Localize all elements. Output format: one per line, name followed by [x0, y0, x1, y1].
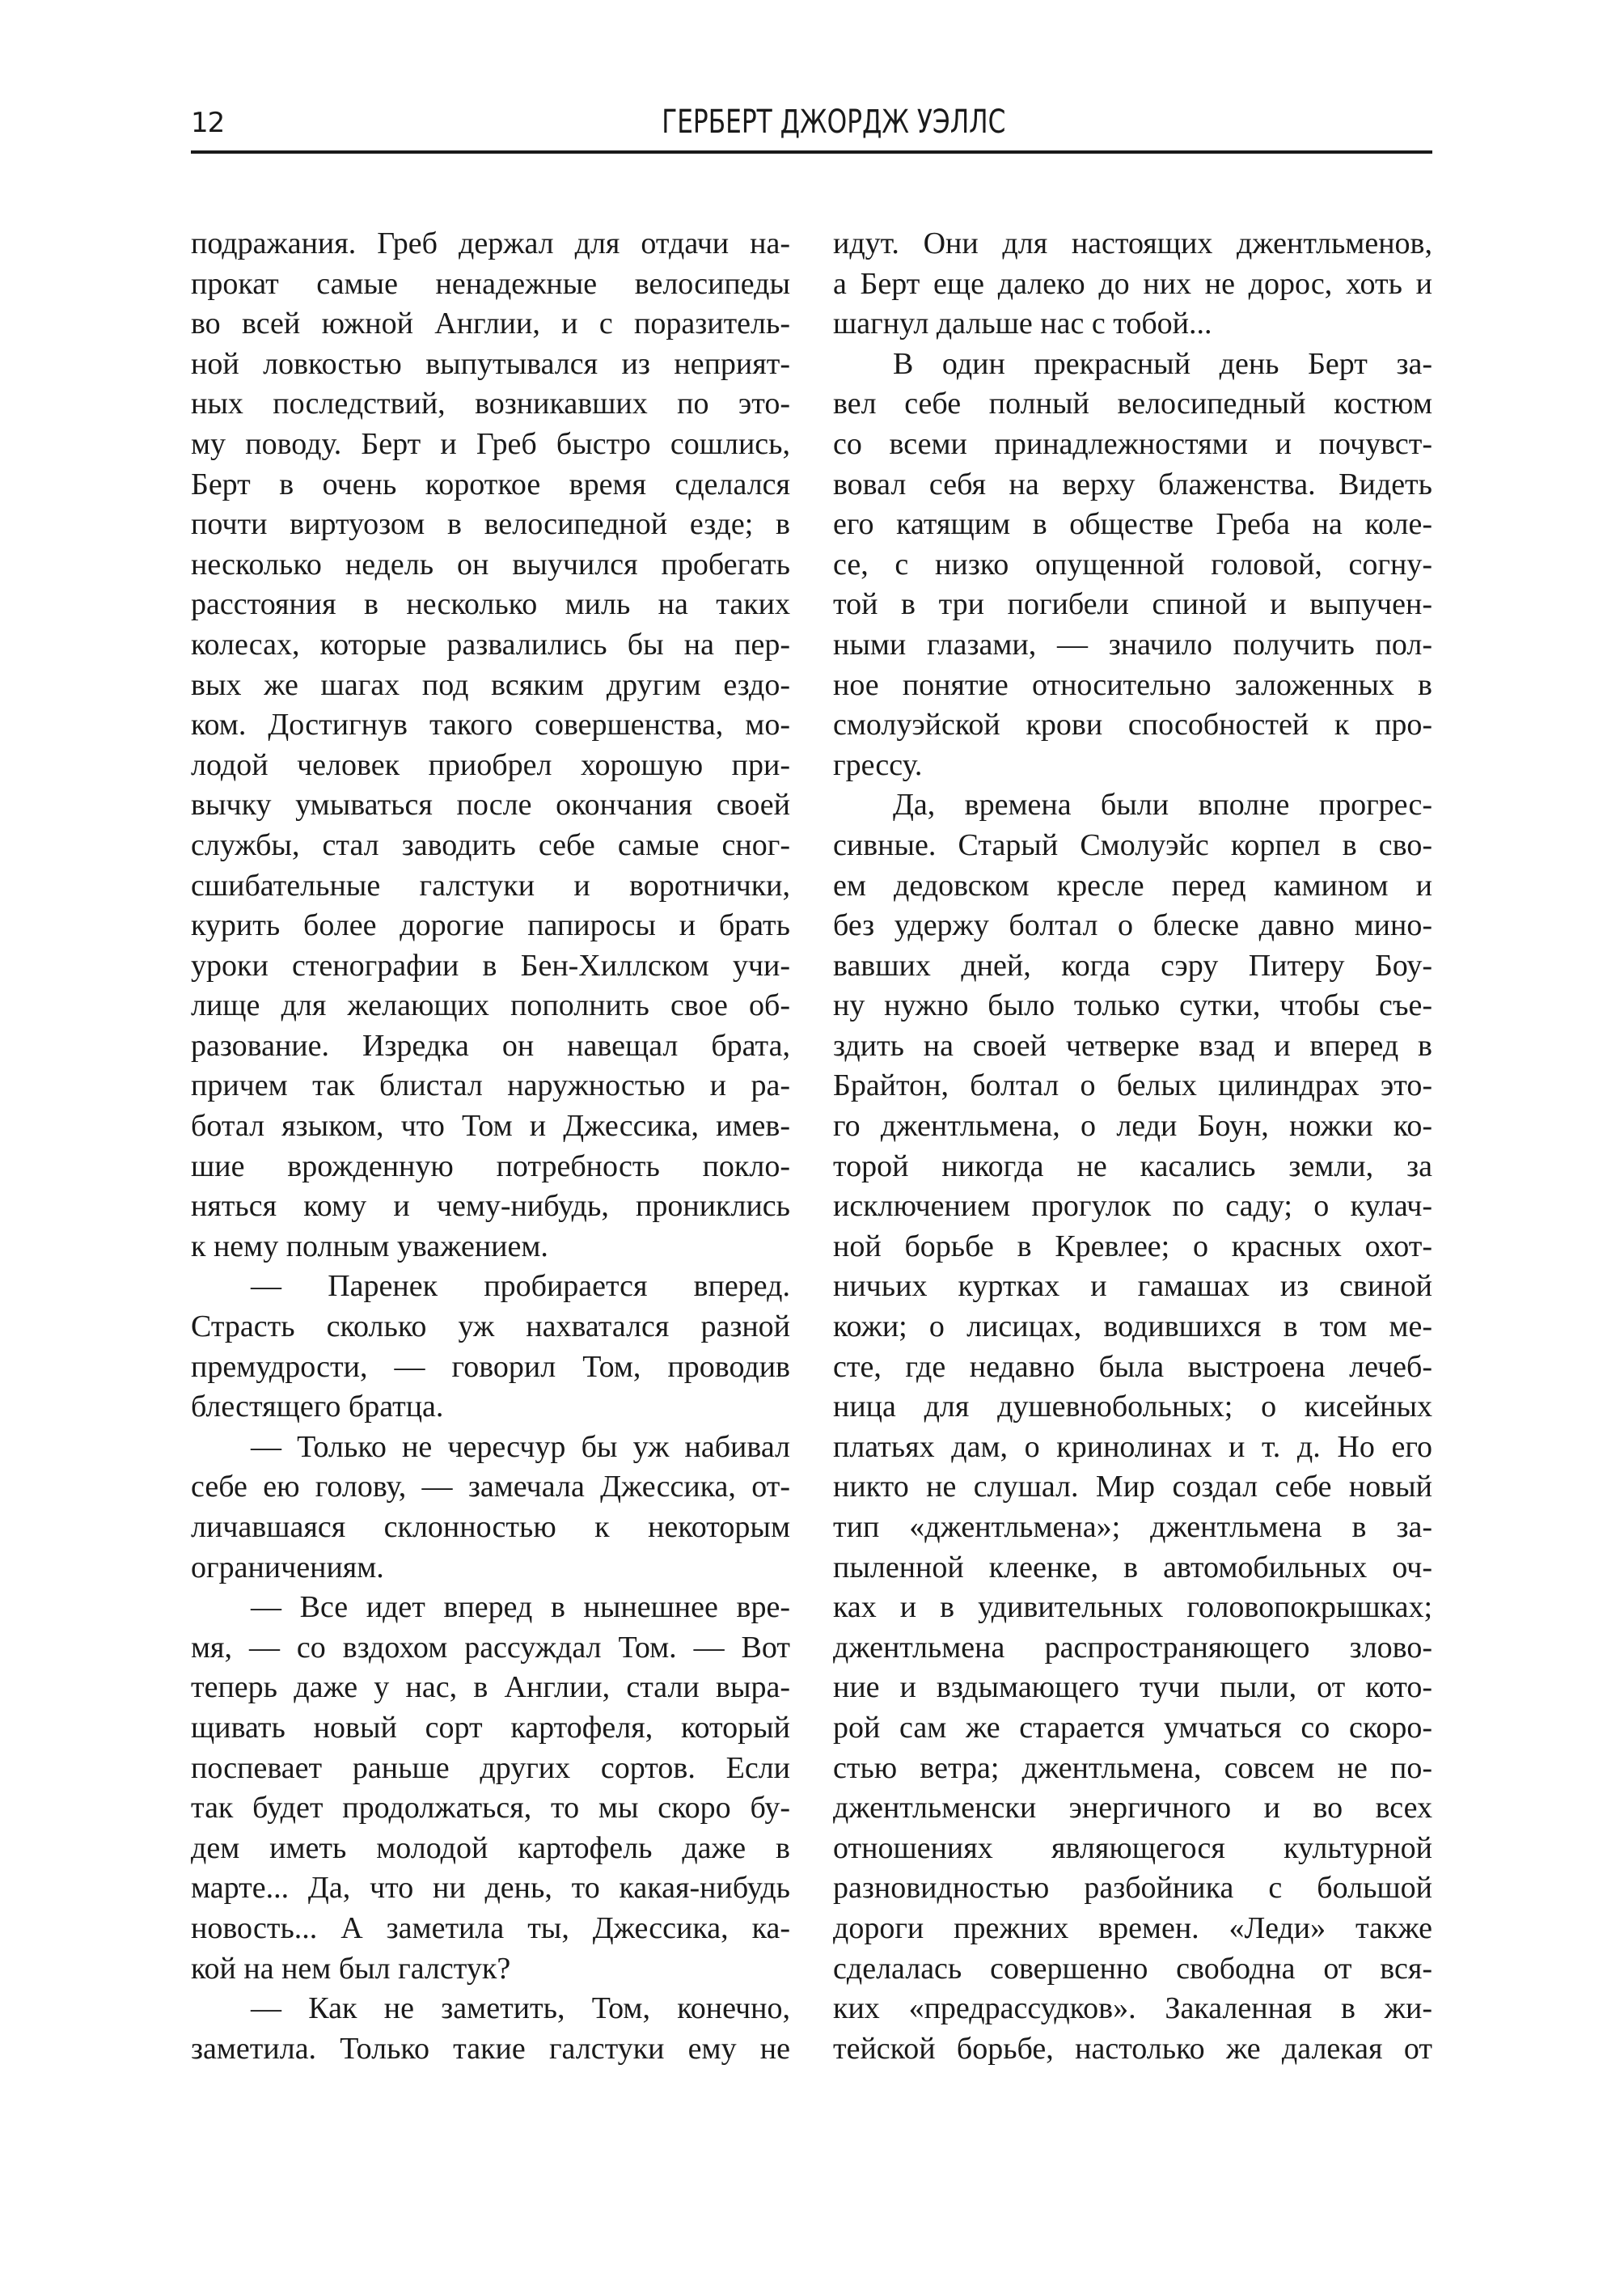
- text-line: вел себе полный велосипедный костюм: [833, 387, 1432, 421]
- text-line: отношениях являющегося культурной: [833, 1830, 1432, 1865]
- text-line: идут. Они для настоящих джентльменов,: [833, 226, 1432, 260]
- text-line: — Паренек пробирается вперед.: [251, 1269, 790, 1304]
- text-line: прокат самые ненадежные велосипеды: [191, 266, 790, 301]
- text-line: — Как не заметить, Том, конечно,: [251, 1991, 790, 2026]
- text-line: здить на своей четверке взад и вперед в: [833, 1028, 1432, 1063]
- text-line: ной борьбе в Кревлее; о красных охот-: [833, 1229, 1432, 1263]
- text-column-right: [833, 224, 1432, 2069]
- text-line: новость... А заметила ты, Джессика, ка-: [191, 1910, 790, 1945]
- text-line: Страсть сколько уж нахватался разной: [191, 1309, 790, 1344]
- text-line: шагнул дальше нас с тобой...: [833, 307, 1212, 341]
- text-line: сте, где недавно была выстроена лечеб-: [833, 1349, 1432, 1384]
- text-line: стью ветра; джентльмена, совсем не по-: [833, 1750, 1432, 1785]
- text-column-left: [191, 224, 790, 2069]
- text-line: уроки стенографии в Бен-Хиллском учи-: [191, 948, 790, 983]
- text-line: ках и в удивительных головопокрышках;: [833, 1590, 1432, 1625]
- text-line: се, с низко опущенной головой, согну-: [833, 547, 1432, 582]
- text-line: себе ею голову, — замечала Джессика, от-: [191, 1470, 790, 1504]
- text-line: марте... Да, что ни день, то какая-нибудь: [191, 1871, 790, 1906]
- text-line: ных последствий, возникавших по это-: [191, 387, 790, 421]
- text-line: ница для душевнобольных; о кисейных: [833, 1390, 1432, 1424]
- text-line: му поводу. Берт и Греб быстро сошлись,: [191, 426, 790, 461]
- text-line: ной ловкостью выпутывался из неприят-: [191, 346, 790, 381]
- text-line: Берт в очень короткое время сделался: [191, 467, 790, 501]
- text-line: шие врожденную потребность покло-: [191, 1149, 790, 1183]
- text-line: во всей южной Англии, и с поразитель-: [191, 307, 790, 341]
- text-line: платьях дам, о кринолинах и т. д. Но его: [833, 1429, 1432, 1464]
- text-line: ну нужно было только сутки, чтобы съе-: [833, 988, 1432, 1023]
- text-line: вавших дней, когда сэру Питеру Боу-: [833, 948, 1432, 983]
- text-line: дем иметь молодой картофель даже в: [191, 1830, 790, 1865]
- text-line: сшибательные галстуки и воротнички,: [191, 868, 790, 903]
- text-line: причем так блистал наружностью и ра-: [191, 1068, 790, 1103]
- text-line: к нему полным уважением.: [191, 1229, 548, 1263]
- text-line: личавшаяся склонностью к некоторым: [191, 1510, 790, 1544]
- page-number: 12: [191, 107, 225, 139]
- text-line: заметила. Только такие галстуки ему не: [191, 2031, 790, 2066]
- running-head: [191, 104, 1432, 154]
- text-line: подражания. Греб держал для отдачи на-: [191, 226, 790, 260]
- text-line: грессу.: [833, 747, 923, 782]
- text-line: мя, — со вздохом рассуждал Том. — Вот: [191, 1630, 790, 1665]
- text-line: ными глазами, — значило получить пол-: [833, 627, 1432, 662]
- text-line: теперь даже у нас, в Англии, стали выра-: [191, 1670, 790, 1705]
- text-line: щивать новый сорт картофеля, который: [191, 1710, 790, 1745]
- text-line: кожи; о лисицах, водившихся в том ме-: [833, 1309, 1432, 1344]
- text-line: расстояния в несколько миль на таких: [191, 587, 790, 622]
- text-line: ние и вздымающего тучи пыли, от кото-: [833, 1670, 1432, 1705]
- text-line: курить более дорогие папиросы и брать: [191, 908, 790, 943]
- text-line: поспевает раньше других сортов. Если: [191, 1750, 790, 1785]
- text-line: разование. Изредка он навещал брата,: [191, 1028, 790, 1063]
- text-line: рой сам же старается умчаться со скоро-: [833, 1710, 1432, 1745]
- text-line: тип «джентльмена»; джентльмена в за-: [833, 1510, 1432, 1544]
- text-line: исключением прогулок по саду; о кулач-: [833, 1189, 1432, 1224]
- text-line: го джентльмена, о леди Боун, ножки ко-: [833, 1109, 1432, 1144]
- text-line: службы, стал заводить себе самые сног-: [191, 827, 790, 862]
- text-line: разновидностью разбойника с большой: [833, 1871, 1432, 1906]
- text-line: пыленной клеенке, в автомобильных оч-: [833, 1550, 1432, 1584]
- text-line: джентльменски энергичного и во всех: [833, 1791, 1432, 1826]
- text-line: Брайтон, болтал о белых цилиндрах это-: [833, 1068, 1432, 1103]
- text-line: лодой человек приобрел хорошую при-: [191, 747, 790, 782]
- text-line: — Только не чересчур бы уж набивал: [251, 1429, 790, 1464]
- text-line: ботал языком, что Том и Джессика, имев-: [191, 1109, 790, 1144]
- text-line: ких «предрассудков». Закаленная в жи-: [833, 1991, 1432, 2026]
- text-line: торой никогда не касались земли, за: [833, 1149, 1432, 1183]
- text-line: дороги прежних времен. «Леди» также: [833, 1910, 1432, 1945]
- text-line: так будет продолжаться, то мы скоро бу-: [191, 1791, 790, 1826]
- text-line: а Берт еще далеко до них не дорос, хоть и: [833, 266, 1432, 301]
- text-line: вовал себя на верху блаженства. Видеть: [833, 467, 1432, 501]
- header-rule: [191, 150, 1432, 154]
- text-line: няться кому и чему-нибудь, прониклись: [191, 1189, 790, 1224]
- text-line: ничьих куртках и гамашах из свиной: [833, 1269, 1432, 1304]
- text-line: лище для желающих пополнить свое об-: [191, 988, 790, 1023]
- text-line: ком. Достигнув такого совершенства, мо-: [191, 708, 790, 742]
- text-line: ограничениям.: [191, 1550, 384, 1584]
- text-line: колесах, которые развалились бы на пер-: [191, 627, 790, 662]
- text-line: блестящего братца.: [191, 1390, 444, 1424]
- text-line: вычку умываться после окончания своей: [191, 788, 790, 823]
- text-line: смолуэйской крови способностей к про-: [833, 708, 1432, 742]
- text-line: сивные. Старый Смолуэйс корпел в сво-: [833, 827, 1432, 862]
- text-line: несколько недель он выучился пробегать: [191, 547, 790, 582]
- text-line: его катящим в обществе Греба на коле-: [833, 507, 1432, 542]
- text-line: сделалась совершенно свободна от вся-: [833, 1951, 1432, 1986]
- text-line: ное понятие относительно заложенных в: [833, 667, 1432, 702]
- text-line: Да, времена были вполне прогрес-: [893, 788, 1432, 823]
- text-line: тейской борьбе, настолько же далекая от: [833, 2031, 1432, 2066]
- text-line: ем дедовском кресле перед камином и: [833, 868, 1432, 903]
- text-line: — Все идет вперед в нынешнее вре-: [251, 1590, 790, 1625]
- text-line: никто не слушал. Мир создал себе новый: [833, 1470, 1432, 1504]
- text-line: со всеми принадлежностями и почувст-: [833, 426, 1432, 461]
- text-line: почти виртуозом в велосипедной езде; в: [191, 507, 790, 542]
- text-line: вых же шагах под всяким другим ездо-: [191, 667, 790, 702]
- text-line: кой на нем был галстук?: [191, 1951, 511, 1986]
- text-line: В один прекрасный день Берт за-: [893, 346, 1432, 381]
- text-line: той в три погибели спиной и выпучен-: [833, 587, 1432, 622]
- text-line: без удержу болтал о блеске давно мино-: [833, 908, 1432, 943]
- running-title: ГЕРБЕРТ ДЖОРДЖ УЭЛЛС: [662, 104, 1006, 141]
- text-line: джентльмена распространяющего злово-: [833, 1630, 1432, 1665]
- text-line: премудрости, — говорил Том, проводив: [191, 1349, 790, 1384]
